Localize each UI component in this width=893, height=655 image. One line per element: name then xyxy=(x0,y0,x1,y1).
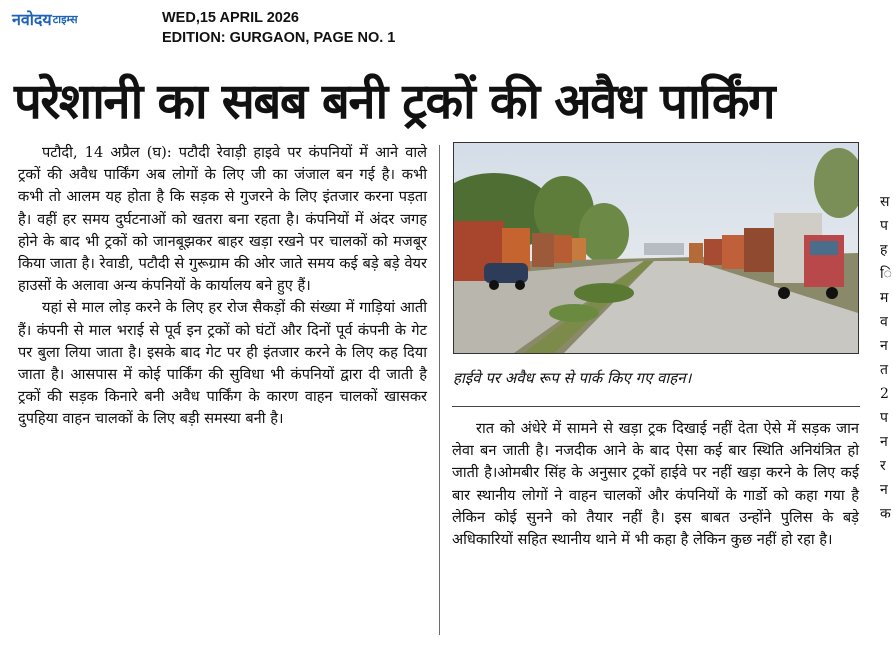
publication-date: WED,15 APRIL 2026 xyxy=(162,10,299,26)
article-paragraph: यहां से माल लोड़ करने के लिए हर रोज सैकड़ों की संख्या में गाड़ियां आती हैं। कंपनी से माल भराई से पूर्व इन ट्रकों को घंटों और दिनों पूर्व कंपनी के गेट पर बुला लिया जाता है। इसके बाद गेट पर ही इंतजार करने के लिए कह दिया जाता है। आसपास में कोई पार्किंग की सुविधा भी कंपनियों द्वारा दी जाती है ट्रकों की सड़क किनारे बनी अवैध पार्किंग के कारण वाहन चालकों खासकर दुपहिया वाहन चालकों के लिए बड़ी समस्या बनी है। xyxy=(18,299,427,428)
column-divider xyxy=(439,145,440,635)
adjacent-article-fragment xyxy=(880,190,893,526)
adjacent-column-letter: ि xyxy=(880,266,892,282)
adjacent-column-letter: न xyxy=(880,482,888,498)
photo-caption: हाईवे पर अवैध रूप से पार्क किए गए वाहन। xyxy=(453,369,692,387)
news-photo-trucks-highway xyxy=(453,142,859,354)
adjacent-column-letter: ह xyxy=(880,242,888,258)
adjacent-column-letter: म xyxy=(880,290,889,306)
adjacent-column-letter: न xyxy=(880,434,888,450)
adjacent-column-letter: स xyxy=(880,194,890,210)
section-divider xyxy=(452,406,860,407)
article-paragraph: पटौदी, 14 अप्रैल (घ): पटौदी रेवाड़ी हाइवे पर कंपनियों में आने वाले ट्रकों की अवैध पार्किंग अब लोगों के लिए जी का जंजाल बन गई है। कभी कभी तो आलम यह होता है कि सड़क से गुजरने के लिए इंतजार करना पड़ता है। वहीं हर समय दुर्घटनाओं को खतरा बना रहता है। कंपनियों में अंदर जगह होने के बाद भी ट्रकों को जानबूझकर बाहर खड़ा रखने पर चालकों को मजबूर किया जाता है। रेवाडी, पटौदी से गुरूग्राम की ओर जाते समय कई बड़े बड़े वेयर हाउसों के अलावा अन्य कंपनियों के कार्यालय बने हुए हैं। xyxy=(18,144,427,295)
adjacent-column-letter: न xyxy=(880,338,888,354)
adjacent-column-letter: र xyxy=(880,458,886,474)
article-column-left xyxy=(18,142,427,431)
article-column-right xyxy=(452,418,859,551)
logo-main-text: नवोदय xyxy=(12,10,52,29)
trucks-on-highway-illustration xyxy=(454,143,858,353)
edition-info xyxy=(162,8,395,48)
adjacent-column-letter: 2 xyxy=(880,386,889,402)
adjacent-column-letter: त xyxy=(880,362,888,378)
article-paragraph: रात को अंधेरे में सामने से खड़ा ट्रक दिखाई नहीं देता ऐसे में सड़क जान लेवा बन जाती है। नजदीक आने के बाद ऐसा कई बार स्थिति अनियंत्रित हो जाती है।ओमबीर सिंह के अनुसार ट्रकों हाईवे पर नहीं खड़ा करने के लिए कई बार स्थानीय लोगों ने वाहन चालकों और कंपनियों के गार्डो को कहा गया है लेकिन कोई सुनने को तैयार नहीं है। इस बाबत उन्होंने पुलिस के बड़े अधिकारियों सहित स्थानीय थाने में भी कहा है लेकिन कुछ नहीं हो रहा है। xyxy=(452,420,859,549)
logo-sub-text: टाइम्स xyxy=(52,12,78,26)
masthead-bar xyxy=(0,0,893,58)
edition-page: EDITION: GURGAON, PAGE NO. 1 xyxy=(162,30,396,46)
adjacent-column-letter: प xyxy=(880,410,888,426)
adjacent-column-letter: प xyxy=(880,218,888,234)
newspaper-logo xyxy=(12,8,78,30)
adjacent-column-letter: व xyxy=(880,314,888,330)
adjacent-column-letter: क xyxy=(880,506,891,522)
article-headline: परेशानी का सबब बनी ट्रकों की अवैध पार्किंग xyxy=(14,73,775,130)
